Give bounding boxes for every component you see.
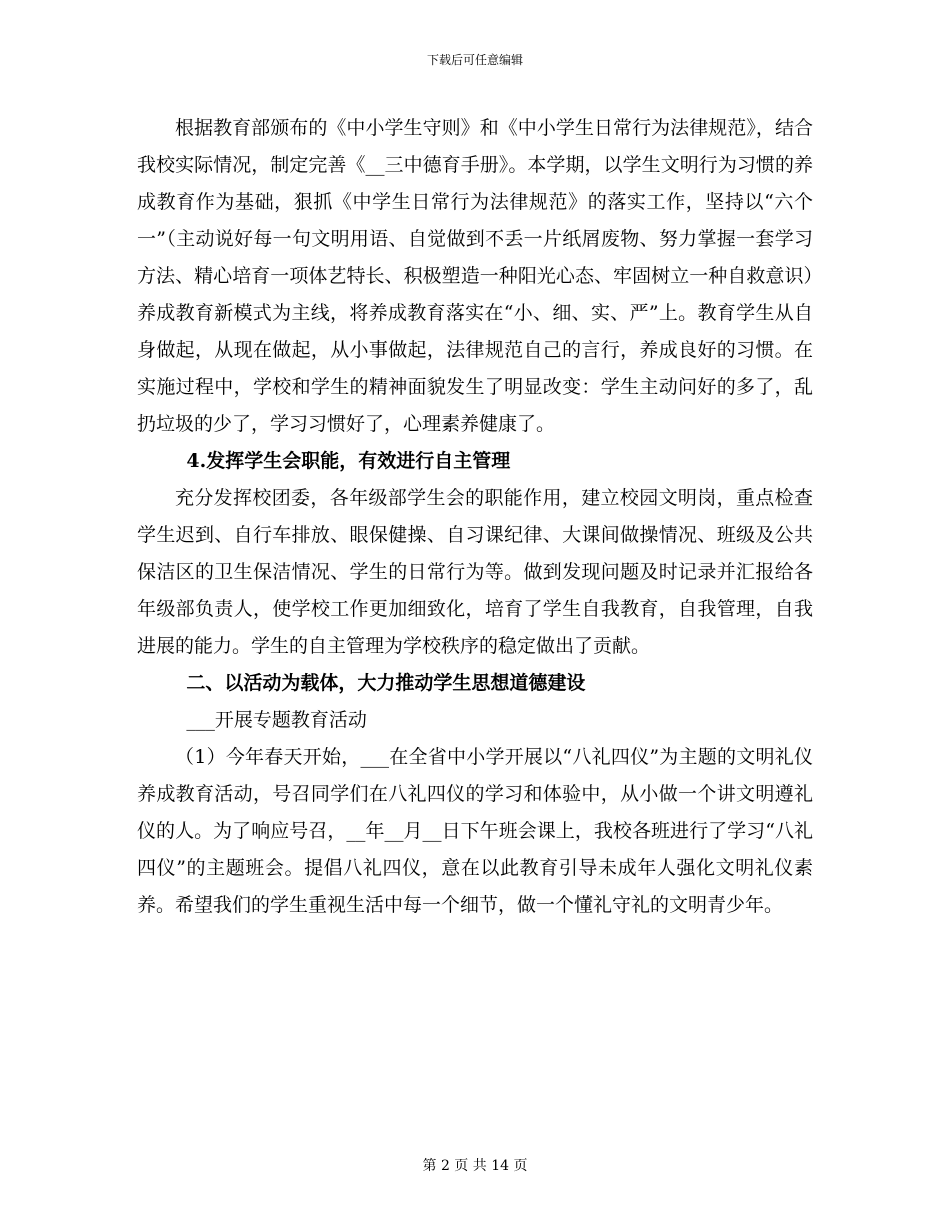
paragraph-etiquette-activity: （1）今年春天开始，___在全省中小学开展以“八礼四仪”为主题的文明礼仪养成教育活动，号召同学们在八礼四仪的学习和体验中，从小做一个讲文明遵礼仪的人。为了响应号召，__年__月__日下午班会课上，我校各班进行了学习“八礼四仪”的主题班会。提倡八礼四仪，意在以此教育引导未成年人强化文明礼仪素养。希望我们的学生重视生活中每一个细节，做一个懂礼守礼的文明青少年。 bbox=[137, 746, 813, 916]
document-body bbox=[137, 110, 813, 924]
section-heading-student-union: 4.发挥学生会职能，有效进行自主管理 bbox=[186, 450, 511, 472]
paragraph-moral-conduct: 根据教育部颁布的《中小学生守则》和《中小学生日常行为法律规范》，结合我校实际情况，制定完善《__三中德育手册》。本学期，以学生文明行为习惯的养成教育作为基础，狠抓《中学生日常行为法律规范》的落实工作，坚持以“六个一”（主动说好每一句文明用语、自觉做到不丢一片纸屑废物、努力掌握一套学习方法、精心培育一项体艺特长、积极塑造一种阳光心态、牢固树立一种自救意识）养成教育新模式为主线，将养成教育落实在“小、细、实、严”上。教育学生从自身做起，从现在做起，从小事做起，法律规范自己的言行，养成良好的习惯。在实施过程中，学校和学生的精神面貌发生了明显改变：学生主动问好的多了，乱扔垃圾的少了，学习习惯好了，心理素养健康了。 bbox=[137, 117, 813, 435]
page-header: 下载后可任意编辑 bbox=[426, 53, 523, 67]
page-number: 第 2 页 共 14 页 bbox=[422, 1158, 528, 1174]
paragraph-student-union: 充分发挥校团委，各年级部学生会的职能作用，建立校园文明岗，重点检查学生迟到、自行车排放、眼保健操、自习课纪律、大课间做操情况、班级及公共保洁区的卫生保洁情况、学生的日常行为等。做到发现问题及时记录并汇报给各年级部负责人，使学校工作更加细致化，培育了学生自我教育，自我管理，自我进展的能力。学生的自主管理为学校秩序的稳定做出了贡献。 bbox=[137, 487, 813, 657]
subheading-special-education: ___开展专题教育活动 bbox=[186, 709, 367, 731]
section-heading-activities: 二、以活动为载体，大力推动学生思想道德建设 bbox=[186, 672, 586, 694]
